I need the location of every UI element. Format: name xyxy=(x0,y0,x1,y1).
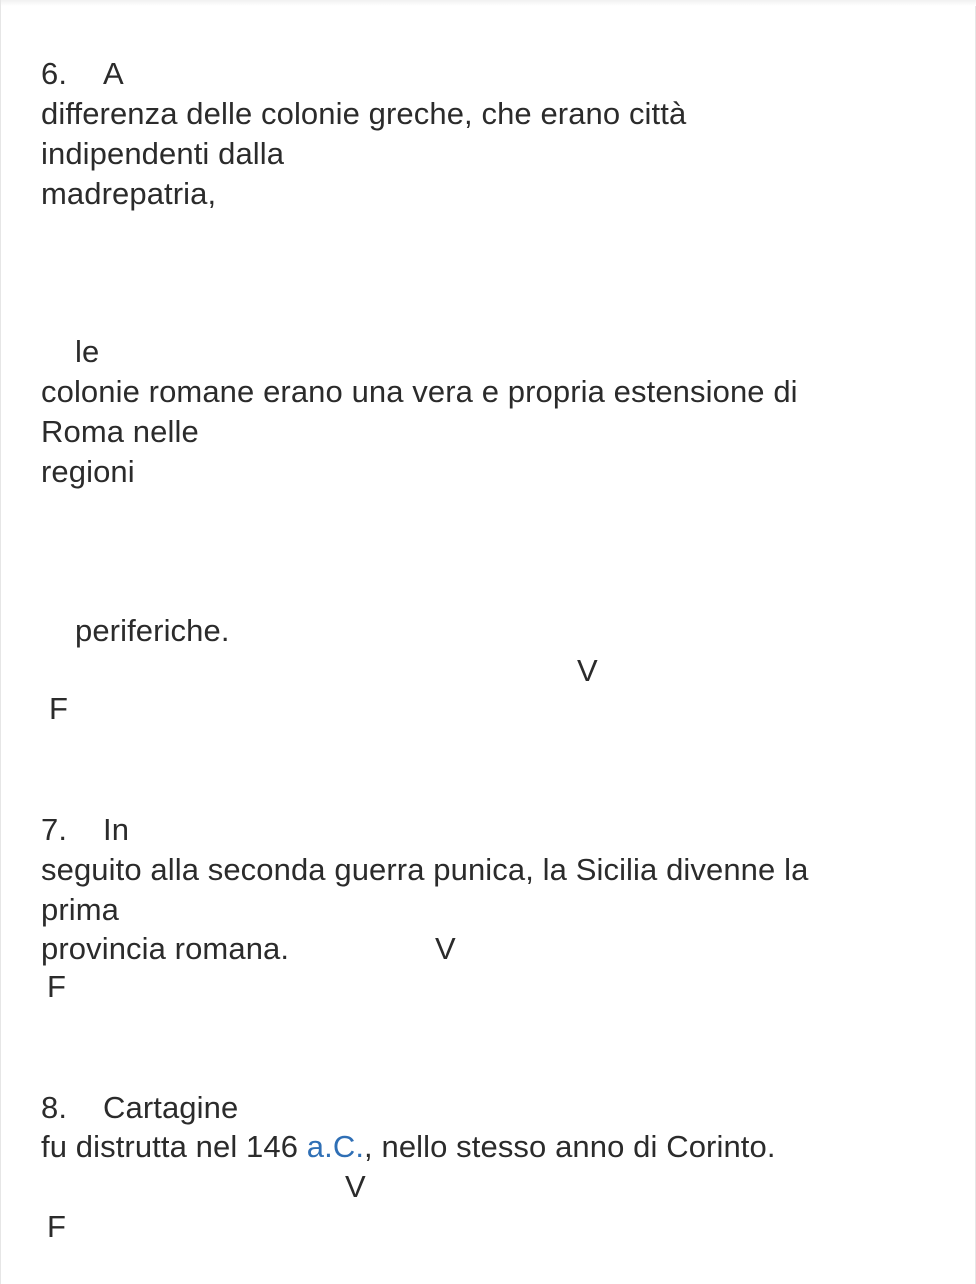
item-7-line-3: provincia romana. xyxy=(41,931,290,966)
item-6-line-6: Roma nelle xyxy=(41,414,199,449)
item-6-line-4: le xyxy=(75,334,100,369)
item-6-line-8: periferiche. xyxy=(75,613,230,648)
top-edge xyxy=(1,0,976,6)
item-8-line-pre: fu distrutta nel 146 xyxy=(41,1129,307,1164)
item-6-lead: A xyxy=(103,56,124,91)
item-7-lead: In xyxy=(103,812,130,847)
item-6-number: 6. xyxy=(41,56,68,91)
item-7-false-option[interactable]: F xyxy=(47,969,67,1004)
item-7-true-option[interactable]: V xyxy=(435,931,456,966)
item-8-line-post: , nello stesso anno di Corinto. xyxy=(364,1129,776,1164)
item-6-line-3: madrepatria, xyxy=(41,176,217,211)
item-6-heading xyxy=(41,54,124,94)
item-6-true-option[interactable]: V xyxy=(577,653,598,688)
item-7-heading xyxy=(41,810,129,850)
item-7-line-2: prima xyxy=(41,892,120,927)
item-8-lead: Cartagine xyxy=(103,1090,239,1125)
item-6-line-2: indipendenti dalla xyxy=(41,136,285,171)
item-8-heading xyxy=(41,1088,238,1128)
item-8-true-option[interactable]: V xyxy=(345,1169,366,1204)
item-6-false-option[interactable]: F xyxy=(49,691,69,726)
item-8-line-1 xyxy=(41,1127,776,1167)
item-7-line-1: seguito alla seconda guerra punica, la Sicilia divenne la xyxy=(41,852,809,887)
item-6-line-5: colonie romane erano una vera e propria estensione di xyxy=(41,374,798,409)
item-6-line-7: regioni xyxy=(41,454,135,489)
item-7-number: 7. xyxy=(41,812,68,847)
item-8-abbr-link[interactable]: a.C. xyxy=(306,1129,365,1164)
item-8-false-option[interactable]: F xyxy=(47,1209,67,1244)
item-8-number: 8. xyxy=(41,1090,68,1125)
item-6-line-1: differenza delle colonie greche, che erano città xyxy=(41,96,687,131)
